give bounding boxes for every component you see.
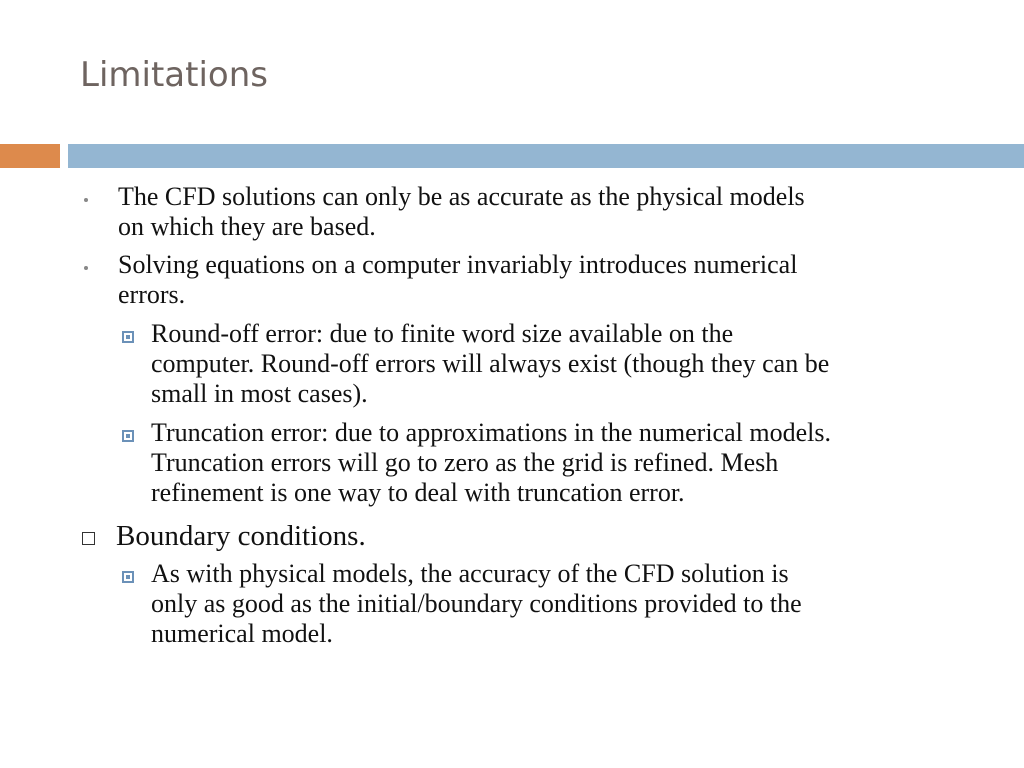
bullet-line: Solving equations on a computer invariably introduces numerical [118, 250, 798, 279]
bullet-line: on which they are based. [118, 212, 376, 241]
sub-bullet-line: refinement is one way to deal with truncation error. [151, 478, 685, 507]
sub-bullet-line: computer. Round-off errors will always exist (though they can be [151, 349, 830, 378]
bullet-line: The CFD solutions can only be as accurate as the physical models [118, 182, 805, 211]
sub-bullet-line: only as good as the initial/boundary conditions provided to the [151, 589, 802, 618]
bullet-item [118, 250, 797, 310]
sub-bullet-line: Truncation errors will go to zero as the grid is refined. Mesh [151, 448, 779, 477]
sub-bullet-line: numerical model. [151, 619, 333, 648]
bullet-dot-icon [84, 198, 88, 202]
sub-bullet-square-icon [122, 331, 134, 343]
slide-title: Limitations [80, 55, 268, 95]
sub-bullet-square-icon [122, 571, 134, 583]
sub-bullet-line: Round-off error: due to finite word size available on the [151, 319, 734, 348]
sub-bullet-item [151, 319, 829, 409]
accent-bar-blue [68, 144, 1024, 168]
sub-bullet-line: As with physical models, the accuracy of the CFD solution is [151, 559, 789, 588]
bullet-item [118, 182, 805, 242]
bullet-line: errors. [118, 280, 186, 309]
bullet-box-icon [82, 532, 95, 545]
sub-bullet-line: Truncation error: due to approximations in the numerical models. [151, 418, 831, 447]
sub-bullet-square-icon [122, 430, 134, 442]
sub-bullet-item [151, 559, 802, 649]
bullet-item [116, 519, 366, 553]
sub-bullet-item [151, 418, 831, 508]
sub-bullet-line: small in most cases). [151, 379, 368, 408]
bullet-line: Boundary conditions. [116, 520, 366, 552]
accent-bar-orange [0, 144, 60, 168]
bullet-dot-icon [84, 266, 88, 270]
